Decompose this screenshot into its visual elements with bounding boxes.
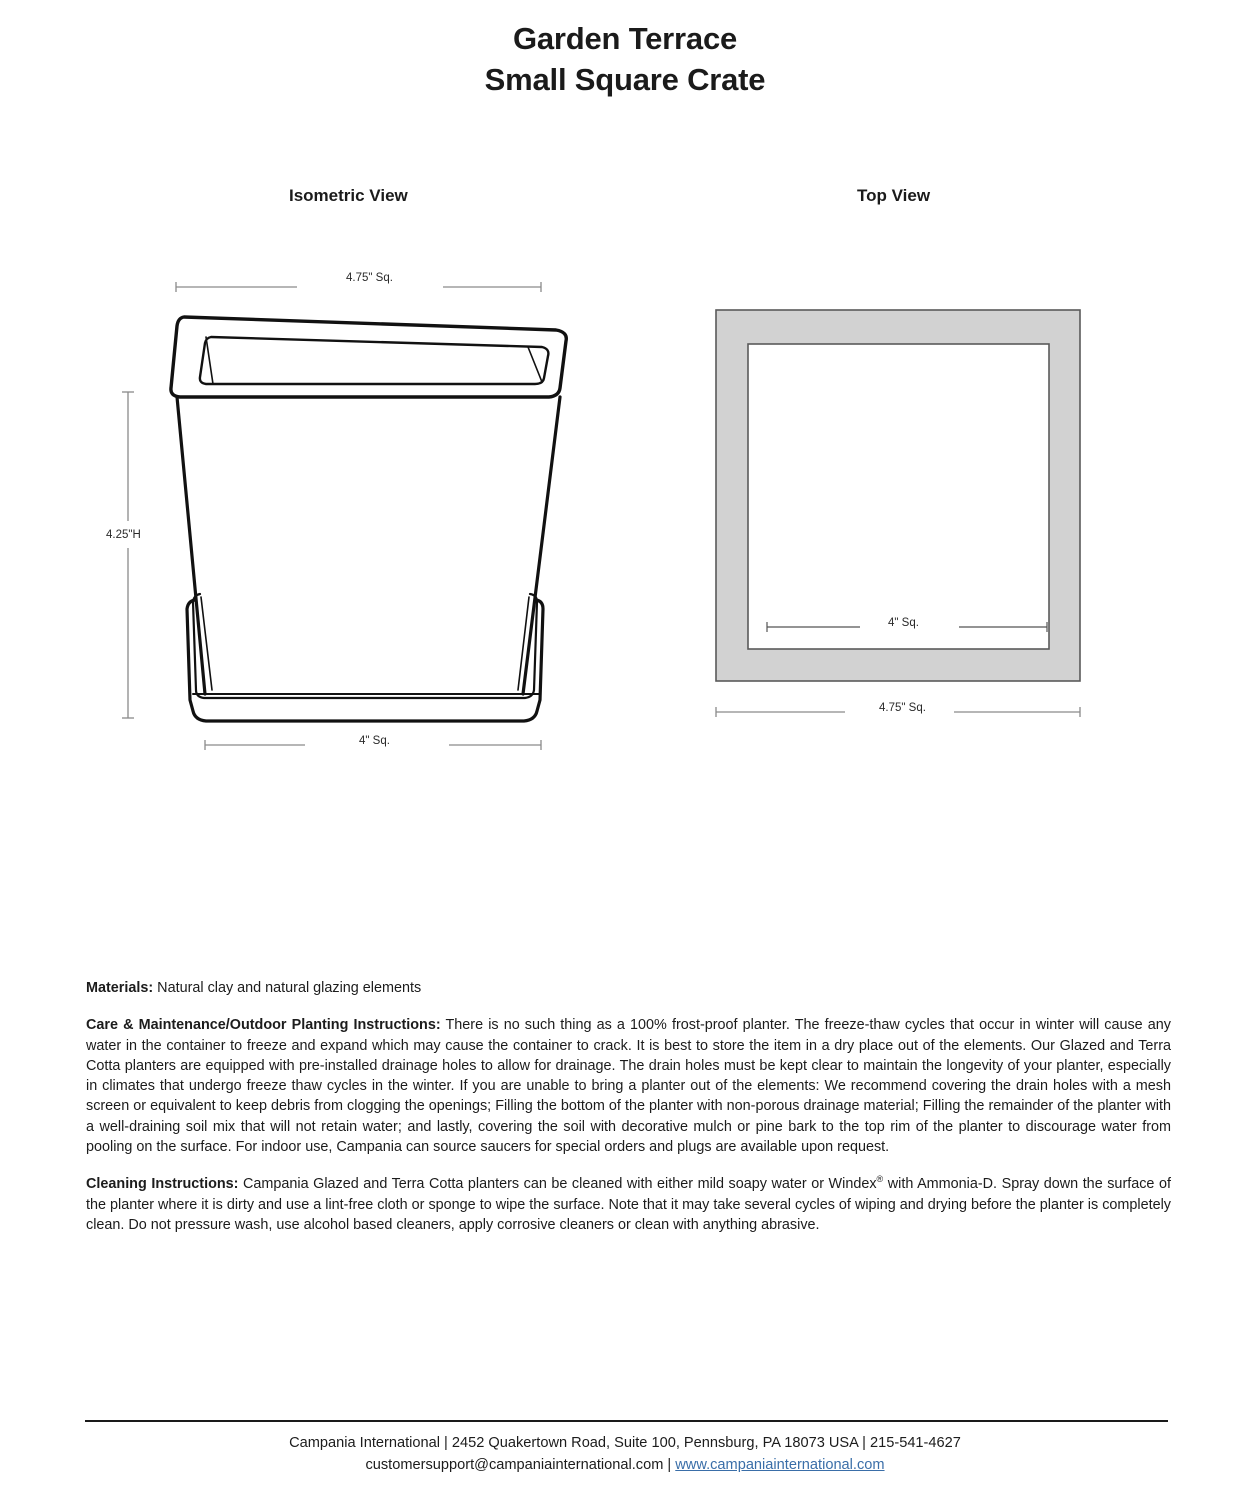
footer-contact-line [0,1454,1250,1476]
materials-paragraph [86,978,1171,998]
footer-company-address: Campania International | 2452 Quakertown Road, Suite 100, Pennsburg, PA 18073 USA | 215-541-4627 [289,1435,961,1451]
registered-trademark-mark: ® [876,1174,884,1185]
cleaning-instructions-paragraph [86,1174,1171,1235]
product-specifications [86,978,1171,1235]
iso-height-dimension-line [122,392,134,718]
footer-divider [85,1420,1168,1422]
cleaning-text-after-mark: with Ammonia-D. Spray down the surface of the planter where it is dirty and use a lint-free cloth or sponge to wipe the surface. Note that it may take several cycles of wiping and drying before the planter is completely clean. Do not pressure wash, use alcohol based cleaners, apply corrosive cleaners or clean with anything abrasive. [86,1176,1171,1233]
cleaning-label: Cleaning Instructions: [86,1176,239,1193]
top-view-heading: Top View [857,186,931,205]
dimension-iso-bottom-width: 4" Sq. [359,735,390,747]
dimension-iso-top-width: 4.75" Sq. [346,272,393,284]
footer-separator: | [663,1457,676,1473]
care-maintenance-paragraph [86,1015,1171,1157]
care-label: Care & Maintenance/Outdoor Planting Instructions: [86,1017,441,1034]
isometric-planter-drawing [171,317,566,721]
materials-text: Natural clay and natural glazing elements [153,980,422,996]
cleaning-text-before-mark: Campania Glazed and Terra Cotta planters can be cleaned with either mild soapy water or Windex [238,1176,877,1193]
care-text: There is no such thing as a 100% frost-proof planter. The freeze-thaw cycles that occur in winter will cause any water in the container to freeze and expand which may cause the container to crack. It is best to store the item in a dry place out of the elements. Our Glazed and Terra Cotta planters are equipped with pre-installed drainage holes to allow for drainage. The drain holes must be kept clear to maintain the longevity of your planter, especially in climates that undergo freeze thaw cycles in the winter. If you are unable to bring a planter out of the elements: We recommend covering the drain holes with a mesh screen or equivalent to keep debris from clogging the openings; Filling the bottom of the planter with non-porous drainage material; Filling the remainder of the planter with a well-draining soil mix that will not retain water; and lastly, covering the soil with decorative mulch or pine bark to the top rim of the planter to discourage water from pooling on the surface. For indoor use, Campania can source saucers for special orders and plugs are available upon request. [86,1017,1171,1156]
isometric-view-heading: Isometric View [289,186,408,205]
materials-label: Materials: [86,980,154,996]
footer [0,1432,1250,1476]
dimension-top-outer-width: 4.75" Sq. [879,702,926,714]
footer-email: customersupport@campaniainternational.com [365,1457,664,1473]
dimension-top-inner-width: 4" Sq. [888,617,919,629]
dimension-iso-height: 4.25"H [106,529,141,541]
title-line-1: Garden Terrace [512,21,738,56]
title-line-2: Small Square Crate [484,62,766,97]
footer-website-link[interactable]: www.campaniainternational.com [675,1457,885,1473]
top-view-inner-square [748,344,1049,649]
